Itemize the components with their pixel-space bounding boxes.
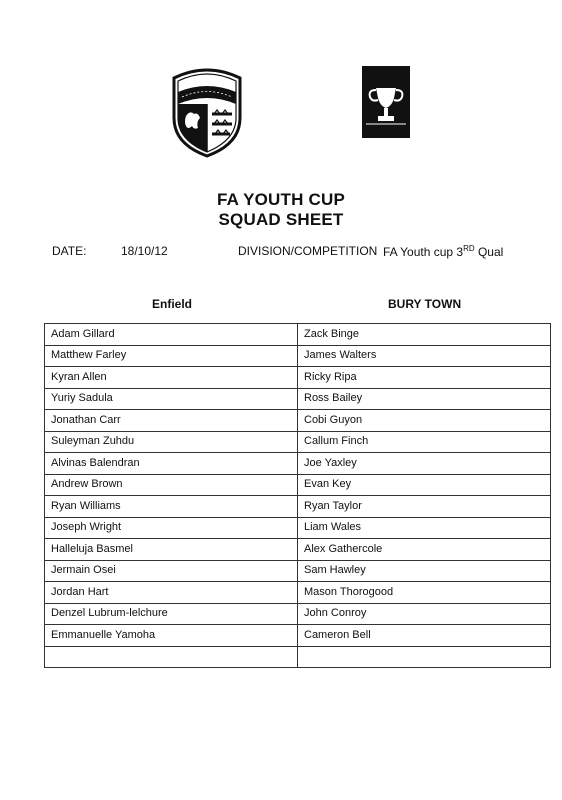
table-row: [45, 324, 551, 346]
away-player-cell: Joe Yaxley: [298, 453, 551, 475]
away-player-cell: Ross Bailey: [298, 388, 551, 410]
competition-value-sup: RD: [463, 244, 475, 253]
away-team-heading: BURY TOWN: [388, 297, 462, 311]
table-row: [45, 388, 551, 410]
competition-value-prefix: FA Youth cup 3: [383, 245, 464, 259]
home-player-cell: Andrew Brown: [45, 474, 298, 496]
away-player-cell: Sam Hawley: [298, 560, 551, 582]
away-player-cell: Ryan Taylor: [298, 496, 551, 518]
home-player-cell: Jordan Hart: [45, 582, 298, 604]
away-player-cell: Cobi Guyon: [298, 410, 551, 432]
away-player-cell: James Walters: [298, 345, 551, 367]
table-row: [45, 453, 551, 475]
home-player-cell: Adam Gillard: [45, 324, 298, 346]
away-player-cell: [298, 646, 551, 668]
home-player-cell: Denzel Lubrum-lelchure: [45, 603, 298, 625]
away-player-cell: Callum Finch: [298, 431, 551, 453]
table-row: [45, 367, 551, 389]
table-row: [45, 517, 551, 539]
table-row: [45, 474, 551, 496]
home-player-cell: Jonathan Carr: [45, 410, 298, 432]
home-player-cell: Ryan Williams: [45, 496, 298, 518]
away-player-cell: Ricky Ripa: [298, 367, 551, 389]
home-player-cell: Matthew Farley: [45, 345, 298, 367]
table-row: [45, 345, 551, 367]
table-row: [45, 582, 551, 604]
away-player-cell: Liam Wales: [298, 517, 551, 539]
table-row: [45, 496, 551, 518]
home-player-cell: Alvinas Balendran: [45, 453, 298, 475]
title-line-2: SQUAD SHEET: [218, 210, 344, 229]
title-line-1: FA YOUTH CUP: [216, 190, 346, 209]
club-crest-icon: [168, 68, 246, 158]
away-player-cell: Evan Key: [298, 474, 551, 496]
date-label: DATE:: [52, 244, 87, 258]
home-player-cell: Jermain Osei: [45, 560, 298, 582]
home-player-cell: Emmanuelle Yamoha: [45, 625, 298, 647]
date-value: 18/10/12: [121, 244, 168, 258]
away-player-cell: Cameron Bell: [298, 625, 551, 647]
away-player-cell: Alex Gathercole: [298, 539, 551, 561]
home-team-heading: Enfield: [152, 297, 193, 311]
fa-youth-cup-trophy-icon: [362, 66, 410, 138]
home-player-cell: Kyran Allen: [45, 367, 298, 389]
away-player-cell: Mason Thorogood: [298, 582, 551, 604]
squad-table-body: [45, 324, 551, 668]
competition-label: DIVISION/COMPETITION: [238, 244, 378, 258]
home-player-cell: Halleluja Basmel: [45, 539, 298, 561]
competition-value: [383, 244, 503, 259]
home-player-cell: Yuriy Sadula: [45, 388, 298, 410]
table-row: [45, 560, 551, 582]
home-player-cell: [45, 646, 298, 668]
squad-table: [44, 323, 551, 668]
table-row: [45, 646, 551, 668]
table-row: [45, 431, 551, 453]
away-player-cell: Zack Binge: [298, 324, 551, 346]
away-player-cell: John Conroy: [298, 603, 551, 625]
table-row: [45, 625, 551, 647]
home-player-cell: Joseph Wright: [45, 517, 298, 539]
table-row: [45, 539, 551, 561]
table-row: [45, 410, 551, 432]
competition-value-suffix: Qual: [474, 245, 504, 259]
table-row: [45, 603, 551, 625]
home-player-cell: Suleyman Zuhdu: [45, 431, 298, 453]
